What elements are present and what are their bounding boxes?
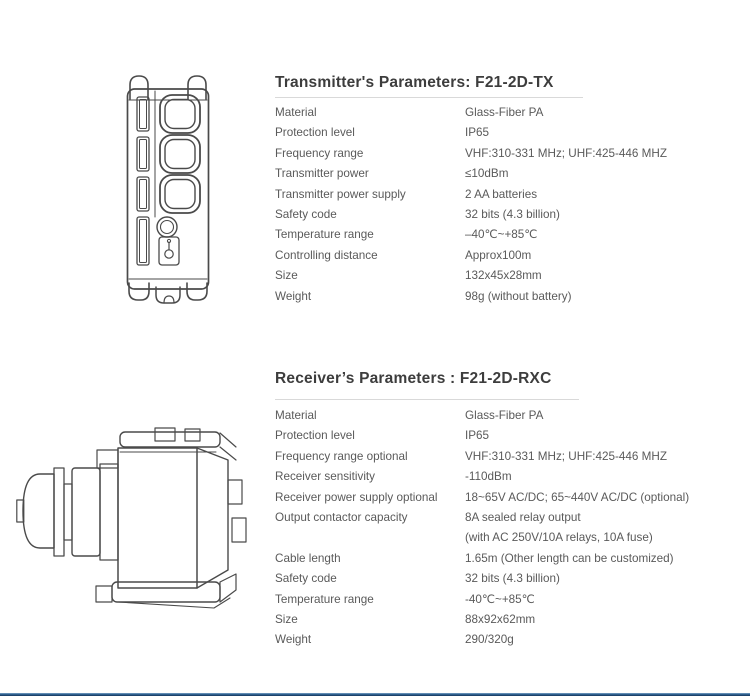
spec-row xyxy=(275,144,737,164)
receiver-spec-table xyxy=(275,406,737,651)
spec-row xyxy=(275,406,737,426)
spec-row xyxy=(275,426,737,446)
spec-label: Size xyxy=(275,613,298,627)
spec-row xyxy=(275,488,737,508)
spec-row xyxy=(275,549,737,569)
spec-row xyxy=(275,246,737,266)
spec-row xyxy=(275,508,737,549)
spec-label: Transmitter power xyxy=(275,167,369,181)
spec-label: Receiver power supply optional xyxy=(275,490,438,504)
spec-value: 18~65V AC/DC; 65~440V AC/DC (optional) xyxy=(465,490,690,504)
spec-value: 8A sealed relay output (with AC 250V/10A relays, 10A fuse) xyxy=(465,511,653,545)
spec-label: Weight xyxy=(275,289,312,303)
spec-value: -110dBm xyxy=(465,470,512,484)
spec-label: Material xyxy=(275,106,317,119)
transmitter-title: Transmitter's Parameters: F21-2D-TX xyxy=(275,74,554,91)
spec-label: Temperature range xyxy=(275,228,374,242)
spec-label: Size xyxy=(275,269,298,283)
spec-value: 32 bits (4.3 billion) xyxy=(465,208,560,222)
spec-row xyxy=(275,590,737,610)
footer-divider xyxy=(0,693,750,696)
spec-value: 2 AA batteries xyxy=(465,187,538,201)
spec-value: 1.65m (Other length can be customized) xyxy=(465,551,674,565)
transmitter-title-divider xyxy=(275,97,583,98)
spec-value: 88x92x62mm xyxy=(465,613,536,627)
spec-value: Glass-Fiber PA xyxy=(465,409,544,422)
spec-label: Protection level xyxy=(275,429,355,443)
spec-label: Cable length xyxy=(275,551,341,565)
spec-value: VHF:310-331 MHz; UHF:425-446 MHZ xyxy=(465,146,667,160)
spec-value: -40℃~+85℃ xyxy=(465,592,535,606)
spec-label: Safety code xyxy=(275,572,337,586)
transmitter-illustration xyxy=(126,73,210,305)
spec-row xyxy=(275,569,737,589)
spec-row xyxy=(275,103,737,123)
spec-row xyxy=(275,447,737,467)
spec-row xyxy=(275,287,737,307)
spec-label: Receiver sensitivity xyxy=(275,470,376,484)
spec-row xyxy=(275,185,737,205)
spec-row xyxy=(275,630,737,650)
spec-value: 32 bits (4.3 billion) xyxy=(465,572,560,586)
spec-value: IP65 xyxy=(465,126,490,140)
spec-row xyxy=(275,123,737,143)
spec-label: Material xyxy=(275,409,317,422)
spec-row xyxy=(275,266,737,286)
spec-value: VHF:310-331 MHz; UHF:425-446 MHZ xyxy=(465,449,667,463)
spec-row xyxy=(275,225,737,245)
spec-value: ≤10dBm xyxy=(465,167,509,181)
receiver-title-divider xyxy=(275,399,579,400)
spec-label: Temperature range xyxy=(275,592,374,606)
spec-row xyxy=(275,610,737,630)
receiver-illustration xyxy=(16,418,268,623)
spec-value: 98g (without battery) xyxy=(465,289,572,303)
spec-label: Controlling distance xyxy=(275,248,378,262)
spec-label: Safety code xyxy=(275,208,337,222)
spec-label: Weight xyxy=(275,633,312,647)
spec-value: Glass-Fiber PA xyxy=(465,106,544,119)
spec-value: Approx100m xyxy=(465,248,532,262)
spec-label: Frequency range optional xyxy=(275,449,408,463)
transmitter-spec-table xyxy=(275,103,737,307)
spec-value: 132x45x28mm xyxy=(465,269,542,283)
receiver-title: Receiver’s Parameters : F21-2D-RXC xyxy=(275,370,552,387)
spec-label: Protection level xyxy=(275,126,355,140)
spec-value: –40℃~+85℃ xyxy=(465,228,538,242)
spec-label: Frequency range xyxy=(275,146,364,160)
spec-label: Transmitter power supply xyxy=(275,187,406,201)
spec-value: 290/320g xyxy=(465,633,514,647)
spec-value: IP65 xyxy=(465,429,490,443)
spec-label: Output contactor capacity xyxy=(275,511,408,525)
spec-row xyxy=(275,467,737,487)
spec-row xyxy=(275,205,737,225)
spec-row xyxy=(275,164,737,184)
